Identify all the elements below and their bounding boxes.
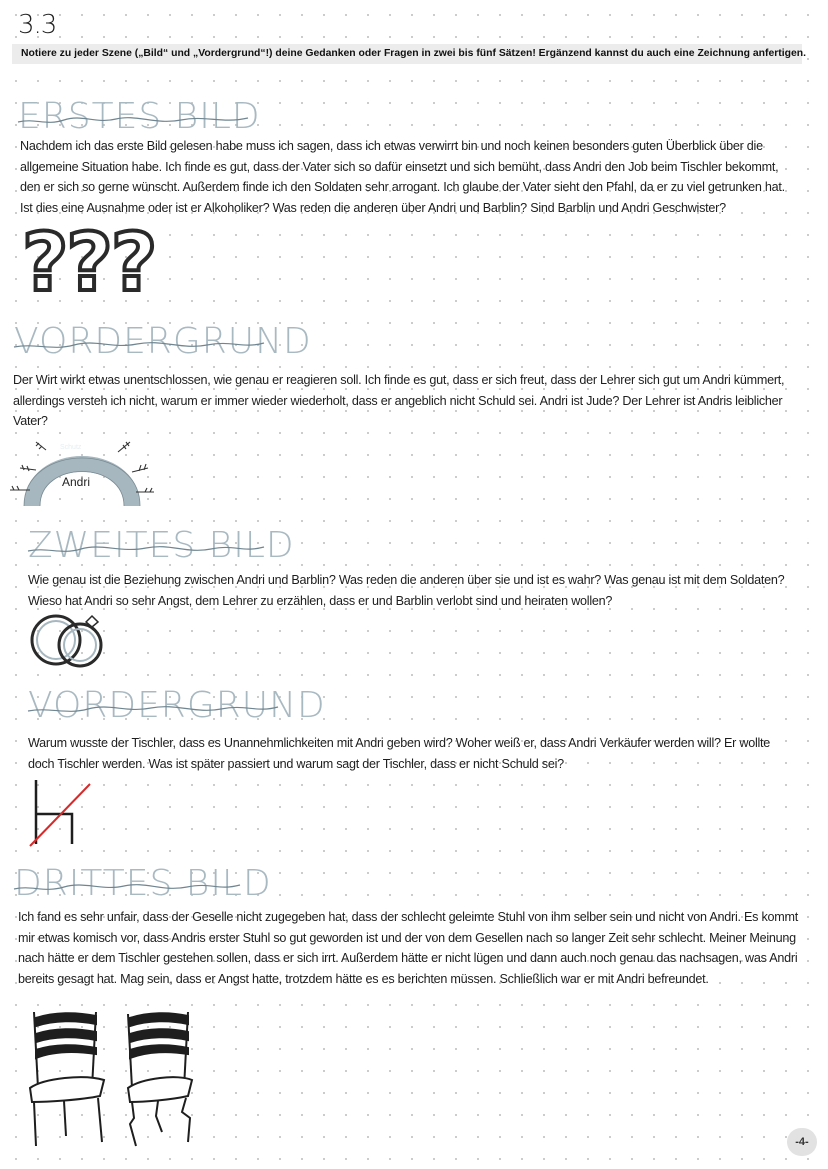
heading-scribble [12, 333, 267, 363]
chair-drawing-good [24, 1008, 114, 1148]
section-heading-drittes-bild: DRITTES BILD [14, 863, 272, 904]
section-text-erstes-bild: Nachdem ich das erste Bild gelesen habe muss ich sagen, dass ich etwas verwirrt bin und noch keinen besonders guten Überblick über die allgemeine Situation habe. Ich finde es gut, dass der Vater sich so dafür einsetzt und sich bemüht, dass Andri den Job beim Tischler bekommt, den er sich so gerne wünscht. Außerdem finde ich den Soldaten sehr arrogant. Ich glaube der Vater sieht den Pfahl, da er zu viel getrunken hat. Ist dies eine Ausnahme oder ist er Alkoholiker? Was reden die anderen über Andri und Barblin? Sind Barblin und Andri Geschwister? [20, 139, 785, 215]
heading-scribble [26, 537, 266, 567]
section-heading-erstes-bild: ERSTES BILD [18, 96, 261, 137]
heading-scribble [16, 108, 251, 138]
heading-scribble [12, 875, 242, 905]
section-heading-zweites-bild: ZWEITES BILD [28, 525, 295, 566]
section-text-vordergrund-1: Der Wirt wirkt etwas unentschlossen, wie genau er reagieren soll. Ich finde es gut, dass er sich freut, dass der Lehrer sich gut um Andri kümmert, allerdings versteh ich nicht, warum er immer wieder wiederholt, dass er angeblich nicht Schuld sei. Andri ist Jude? Der Lehrer ist Andris leiblicher Vater? [13, 373, 785, 429]
rainbow-label-schutz: Schutz [60, 444, 82, 451]
section-text-zweites-bild: Wie genau ist die Beziehung zwischen Andri und Barblin? Was reden die anderen über sie und ist es wahr? Was genau ist mit dem Soldaten? Wieso hat Andri so sehr Angst, dem Lehrer zu erzählen, dass er und Barblin verlobt sind und heiraten wollen? [28, 573, 785, 608]
broken-chair-drawing [28, 776, 98, 850]
chair-drawing-broken [118, 1008, 208, 1148]
heading-scribble [26, 697, 281, 727]
section-heading-vordergrund-1: VORDERGRUND [14, 321, 312, 362]
rings-drawing [26, 610, 112, 670]
section-heading-vordergrund-2: VORDERGRUND [28, 685, 326, 726]
instruction-bar: Notiere zu jeder Szene („Bild“ und „Vordergrund“!) deine Gedanken oder Fragen in zwei bis fünf Sätzen! Ergänzend kannst du auch eine Zeichnung anfertigen. [12, 44, 802, 64]
section-text-drittes-bild: Ich fand es sehr unfair, dass der Geselle nicht zugegeben hat, dass der schlecht geleimte Stuhl von ihm selber sein und nicht von Andri. Es kommt mir etwas komisch vor, dass Andris erster Stuhl so gut geworden ist und der von dem Gesellen nach so langer Zeit sehr schlecht. Meiner Meinung nach hätte er dem Tischler gestehen sollen, dass er sich irrt. Außerdem hätte er nicht lügen und dann auch noch genau das nachsagen, was Andri bereits gesagt hat. Mag sein, dass er Angst hatte, trotzdem hätte es es berichten müssen. Schließlich war er mit Andri befreundet. [18, 910, 798, 986]
section-number: 3.3 [18, 10, 57, 40]
page-number: -4- [787, 1128, 817, 1156]
rainbow-label-andri: Andri [62, 475, 91, 489]
section-text-vordergrund-2: Warum wusste der Tischler, dass es Unannehmlichkeiten mit Andri geben wird? Woher weiß er, dass Andri Verkäufer werden will? Er wollte doch Tischler werden. Was ist später passiert und warum sagt der Tischler, dass er nicht Schuld sei? [28, 736, 771, 771]
question-marks-drawing: ??? [22, 216, 156, 309]
rainbow-shield-drawing [6, 430, 166, 515]
